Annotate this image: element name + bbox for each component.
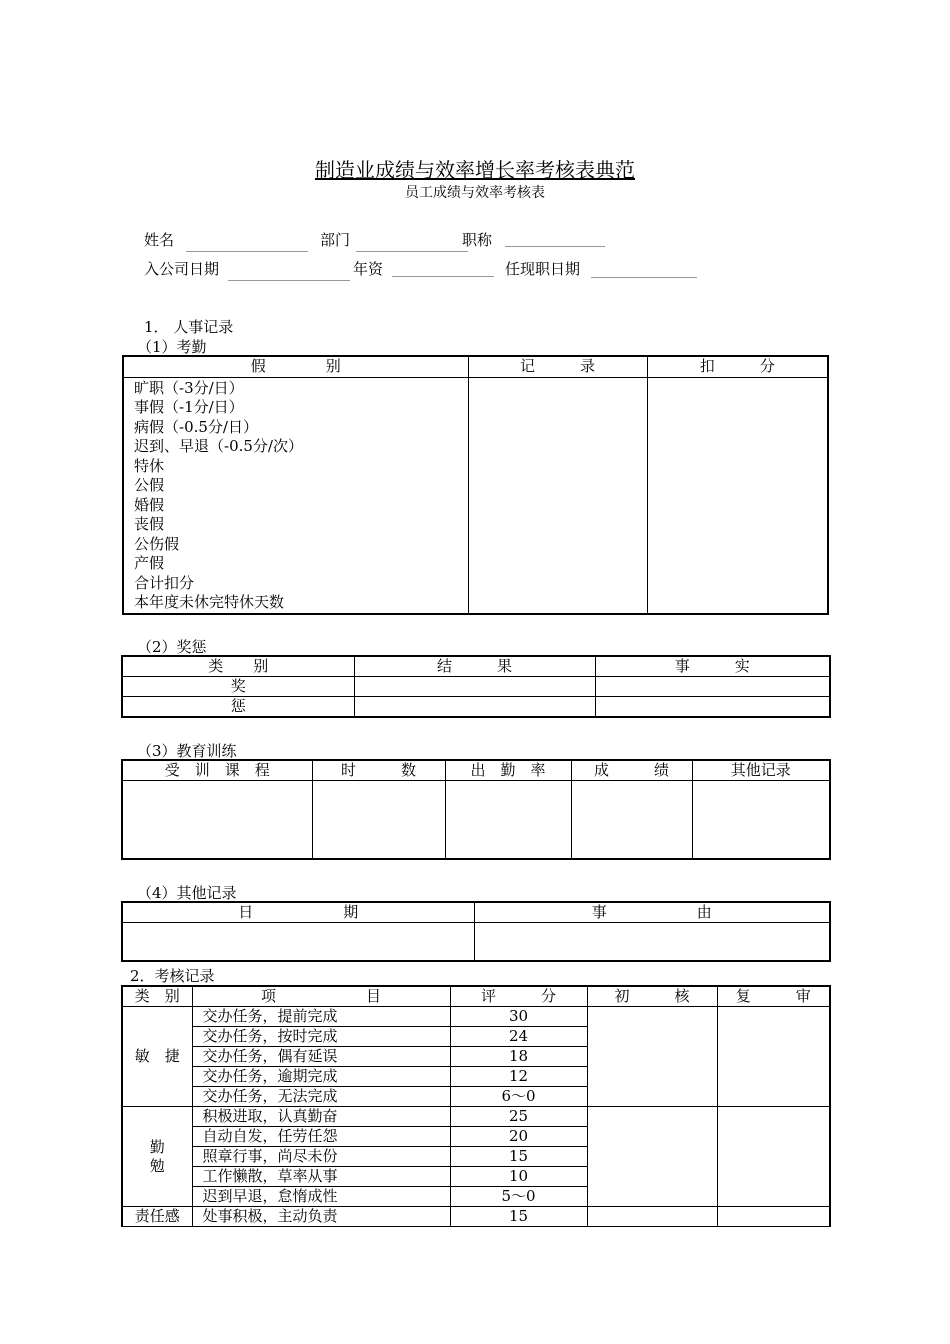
seniority-label: 年资 bbox=[353, 260, 384, 278]
assessment-score: 20 bbox=[450, 1127, 587, 1147]
rewards-header-result: 结 果 bbox=[354, 656, 595, 677]
attendance-deduction-cell[interactable] bbox=[647, 377, 828, 614]
other-caption: （4）其他记录 bbox=[137, 884, 237, 902]
assessment-item: 交办任务，提前完成 bbox=[192, 1007, 450, 1027]
assessment-item: 处事积极，主动负责 bbox=[192, 1207, 450, 1227]
assessment-item: 交办任务，逾期完成 bbox=[192, 1067, 450, 1087]
penalty-result-cell[interactable] bbox=[354, 697, 595, 718]
position-label: 职称 bbox=[462, 231, 493, 249]
name-label: 姓名 bbox=[144, 231, 175, 249]
attendance-row: 迟到、早退（-0.5分/次） bbox=[134, 437, 303, 455]
name-field[interactable] bbox=[186, 251, 308, 252]
reward-label: 奖 bbox=[122, 677, 354, 697]
attendance-table bbox=[122, 355, 829, 615]
other-header-date: 日 期 bbox=[122, 902, 474, 923]
join-date-field[interactable] bbox=[228, 280, 350, 281]
assessment-score: 25 bbox=[450, 1107, 587, 1127]
training-table bbox=[121, 759, 831, 860]
training-header-other: 其他记录 bbox=[692, 760, 830, 781]
join-date-label: 入公司日期 bbox=[144, 260, 220, 278]
attendance-row: 本年度未休完特休天数 bbox=[134, 593, 285, 611]
training-other-cell[interactable] bbox=[692, 781, 830, 859]
assessment-item: 自动自发，任劳任怨 bbox=[192, 1127, 450, 1147]
training-header-grade: 成 绩 bbox=[571, 760, 692, 781]
attendance-header-type: 假 别 bbox=[123, 356, 468, 377]
current-date-label: 任现职日期 bbox=[505, 260, 581, 278]
section-assessment-heading: 2．考核记录 bbox=[130, 967, 215, 985]
assessment-item: 积极进取，认真勤奋 bbox=[192, 1107, 450, 1127]
initial-review-cell[interactable] bbox=[587, 1207, 717, 1227]
assessment-score: 12 bbox=[450, 1067, 587, 1087]
assessment-item: 交办任务，偶有延误 bbox=[192, 1047, 450, 1067]
training-header-hours: 时 数 bbox=[312, 760, 445, 781]
initial-review-cell[interactable] bbox=[587, 1007, 717, 1107]
initial-review-cell[interactable] bbox=[587, 1107, 717, 1207]
other-date-cell[interactable] bbox=[122, 923, 474, 961]
final-review-cell[interactable] bbox=[717, 1207, 830, 1227]
assessment-score: 30 bbox=[450, 1007, 587, 1027]
attendance-row: 事假（-1分/日） bbox=[134, 398, 244, 416]
category-agility: 敏 捷 bbox=[122, 1007, 192, 1107]
training-header-course: 受 训 课 程 bbox=[122, 760, 312, 781]
assessment-item: 工作懒散，草率从事 bbox=[192, 1167, 450, 1187]
assessment-score: 15 bbox=[450, 1207, 587, 1227]
page-title: 制造业成绩与效率增长率考核表典范 bbox=[315, 158, 635, 182]
dept-label: 部门 bbox=[320, 231, 351, 249]
attendance-caption: （1）考勤 bbox=[137, 338, 207, 356]
attendance-row: 公假 bbox=[134, 476, 165, 494]
attendance-record-cell[interactable] bbox=[468, 377, 647, 614]
assessment-score: 24 bbox=[450, 1027, 587, 1047]
training-attendance-cell[interactable] bbox=[445, 781, 571, 859]
rewards-table bbox=[121, 655, 831, 718]
category-diligence: 勤 勉 bbox=[122, 1107, 192, 1207]
assessment-item: 照章行事，尚尽未份 bbox=[192, 1147, 450, 1167]
final-review-cell[interactable] bbox=[717, 1107, 830, 1207]
seniority-field[interactable] bbox=[392, 276, 494, 277]
attendance-row: 婚假 bbox=[134, 495, 165, 514]
assessment-item: 交办任务，无法完成 bbox=[192, 1087, 450, 1107]
assessment-score: 6～0 bbox=[450, 1087, 587, 1107]
reward-fact-cell[interactable] bbox=[595, 677, 830, 697]
training-grade-cell[interactable] bbox=[571, 781, 692, 859]
dept-field[interactable] bbox=[356, 251, 468, 252]
position-field[interactable] bbox=[505, 246, 605, 247]
assessment-header-initial: 初 核 bbox=[587, 986, 717, 1007]
assessment-item: 迟到早退，怠惰成性 bbox=[192, 1187, 450, 1207]
other-reason-cell[interactable] bbox=[474, 923, 830, 961]
penalty-fact-cell[interactable] bbox=[595, 697, 830, 718]
page-subtitle: 员工成绩与效率考核表 bbox=[405, 185, 545, 201]
attendance-row: 合计扣分 bbox=[134, 573, 195, 592]
assessment-table bbox=[121, 985, 831, 1227]
assessment-header-review: 复 审 bbox=[717, 986, 830, 1007]
assessment-score: 18 bbox=[450, 1047, 587, 1067]
assessment-item: 交办任务，按时完成 bbox=[192, 1027, 450, 1047]
assessment-header-item: 项 目 bbox=[192, 986, 450, 1007]
assessment-score: 15 bbox=[450, 1147, 587, 1167]
attendance-types-cell bbox=[123, 377, 468, 614]
penalty-label: 惩 bbox=[122, 697, 354, 718]
attendance-row: 病假（-0.5分/日） bbox=[134, 417, 258, 436]
reward-result-cell[interactable] bbox=[354, 677, 595, 697]
current-date-field[interactable] bbox=[591, 277, 697, 278]
attendance-row: 公伤假 bbox=[134, 534, 180, 553]
attendance-header-record: 记 录 bbox=[468, 356, 647, 377]
training-course-cell[interactable] bbox=[122, 781, 312, 859]
rewards-header-category: 类 别 bbox=[122, 656, 354, 677]
training-caption: （3）教育训练 bbox=[137, 742, 237, 760]
training-hours-cell[interactable] bbox=[312, 781, 445, 859]
assessment-score: 5～0 bbox=[450, 1187, 587, 1207]
rewards-caption: （2）奖惩 bbox=[137, 638, 207, 656]
attendance-row: 特休 bbox=[134, 456, 165, 475]
other-records-table bbox=[121, 901, 831, 962]
rewards-header-fact: 事 实 bbox=[595, 656, 830, 677]
assessment-header-score: 评 分 bbox=[450, 986, 587, 1007]
assessment-score: 10 bbox=[450, 1167, 587, 1187]
category-responsibility: 责任感 bbox=[122, 1207, 192, 1227]
final-review-cell[interactable] bbox=[717, 1007, 830, 1107]
attendance-row: 产假 bbox=[134, 554, 165, 572]
other-header-reason: 事 由 bbox=[474, 902, 830, 923]
training-header-attendance: 出 勤 率 bbox=[445, 760, 571, 781]
assessment-header-category: 类 别 bbox=[122, 986, 192, 1007]
attendance-header-deduction: 扣 分 bbox=[647, 356, 828, 377]
attendance-row: 旷职（-3分/日） bbox=[134, 378, 244, 397]
section-personnel-heading: 1． 人事记录 bbox=[144, 318, 234, 336]
attendance-row: 丧假 bbox=[134, 515, 165, 533]
